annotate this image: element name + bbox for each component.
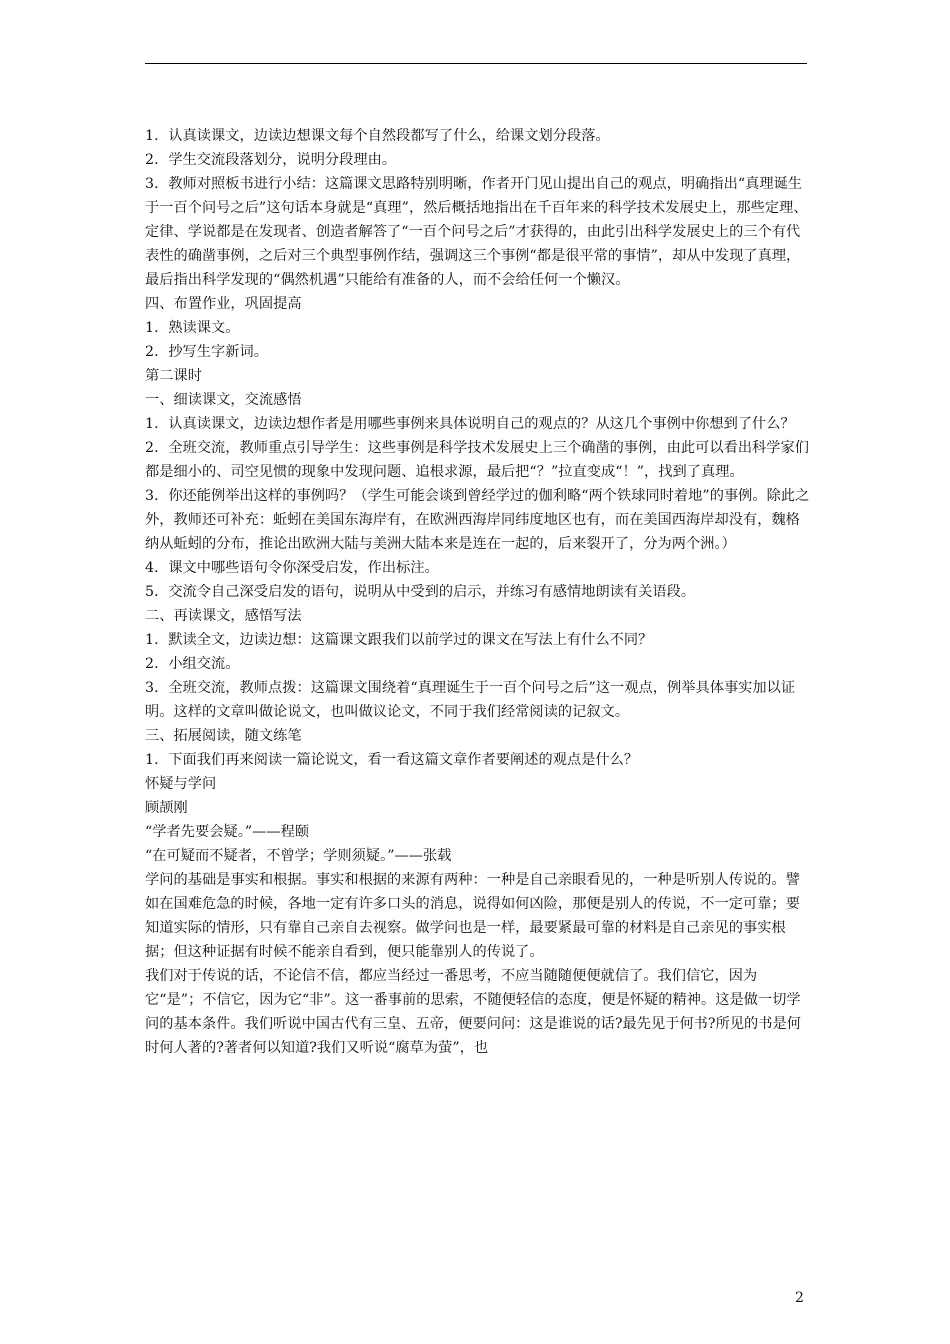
paragraph: 3．教师对照板书进行小结：这篇课文思路特别明晰，作者开门见山提出自己的观点，明确指出“真理诞生于一百个问号之后”这句话本身就是“真理”，然后概括地指出在千百年来的科学技术发展史上，那些定理、定律、学说都是在发现者、创造者解答了“一百个问号之后”才获得的，由此引出科学发展史上的三个有代表性的确凿事例，之后对三个典型事例作结，强调这三个事例“都是很平常的事情”，却从中发现了真理，最后指出科学发现的“偶然机遇”只能给有准备的人，而不会给任何一个懒汉。 xyxy=(145,176,808,288)
paragraph: 学问的基础是事实和根据。事实和根据的来源有两种：一种是自己亲眼看见的，一种是听别人传说的。譬如在国难危急的时候，各地一定有许多口头的消息，说得如何凶险，那便是别人的传说，不一定可靠；要知道实际的情形，只有靠自己亲自去视察。做学问也是一样，最要紧最可靠的材料是自己亲见的事实根据；但这种证据有时候不能亲自看到，便只能靠别人的传说了。 xyxy=(145,872,800,960)
paragraph: 1．认真读课文，边读边想课文每个自然段都写了什么，给课文划分段落。 xyxy=(145,128,610,144)
paragraph: 5．交流令自己深受启发的语句，说明从中受到的启示，并练习有感情地朗读有关语段。 xyxy=(145,584,696,600)
paragraph: 第二课时 xyxy=(145,368,202,384)
paragraph: 4．课文中哪些语句令你深受启发，作出标注。 xyxy=(145,560,439,576)
paragraph: 3．你还能例举出这样的事例吗？（学生可能会谈到曾经学过的伽利略“两个铁球同时着地”的事例。除此之外，教师还可补充：蚯蚓在美国东海岸有，在欧洲西海岸同纬度地区也有，而在美国西海岸却没有，魏格纳从蚯蚓的分布，推论出欧洲大陆与美洲大陆本来是连在一起的，后来裂开了，分为两个洲。） xyxy=(145,488,810,552)
paragraph: 1．认真读课文，边读边想作者是用哪些事例来具体说明自己的观点的？从这几个事例中你想到了什么？ xyxy=(145,416,795,432)
paragraph: 2．小组交流。 xyxy=(145,656,240,672)
paragraph: 我们对于传说的话，不论信不信，都应当经过一番思考，不应当随随便便就信了。我们信它，因为它“是”；不信它，因为它“非”。这一番事前的思索，不随便轻信的态度，便是怀疑的精神。这是做一切学问的基本条件。我们听说中国古代有三皇、五帝，便要问问：这是谁说的话?最先见于何书?所见的书是何时何人著的?著者何以知道?我们又听说“腐草为萤”，也 xyxy=(145,968,802,1056)
header-rule xyxy=(145,63,807,64)
paragraph: 1．熟读课文。 xyxy=(145,320,240,336)
paragraph: “学者先要会疑。”——程颐 xyxy=(145,824,310,840)
paragraph: 2．全班交流，教师重点引导学生：这些事例是科学技术发展史上三个确凿的事例，由此可以看出科学家们都是细小的、司空见惯的现象中发现问题、追根求源，最后把“？”拉直变成“！”，找到了真理。 xyxy=(145,440,810,480)
paragraph: 一、细读课文，交流感悟 xyxy=(145,392,302,408)
document-body xyxy=(145,124,813,1060)
paragraph: 1．默读全文，边读边想：这篇课文跟我们以前学过的课文在写法上有什么不同？ xyxy=(145,632,653,648)
paragraph: 四、布置作业，巩固提高 xyxy=(145,296,302,312)
paragraph: 怀疑与学问 xyxy=(145,776,217,792)
paragraph: 顾颉刚 xyxy=(145,800,188,816)
paragraph: 1．下面我们再来阅读一篇论说文，看一看这篇文章作者要阐述的观点是什么？ xyxy=(145,752,639,768)
paragraph: “在可疑而不疑者，不曾学；学则须疑。”——张载 xyxy=(145,848,452,864)
paragraph: 二、再读课文，感悟写法 xyxy=(145,608,302,624)
paragraph: 3．全班交流，教师点拨：这篇课文围绕着“真理诞生于一百个问号之后”这一观点，例举具体事实加以证明。这样的文章叫做论说文，也叫做议论文，不同于我们经常阅读的记叙文。 xyxy=(145,680,796,720)
paragraph: 三、拓展阅读，随文练笔 xyxy=(145,728,302,744)
page-number: 2 xyxy=(795,1290,804,1306)
paragraph: 2．抄写生字新词。 xyxy=(145,344,268,360)
paragraph: 2．学生交流段落划分，说明分段理由。 xyxy=(145,152,397,168)
